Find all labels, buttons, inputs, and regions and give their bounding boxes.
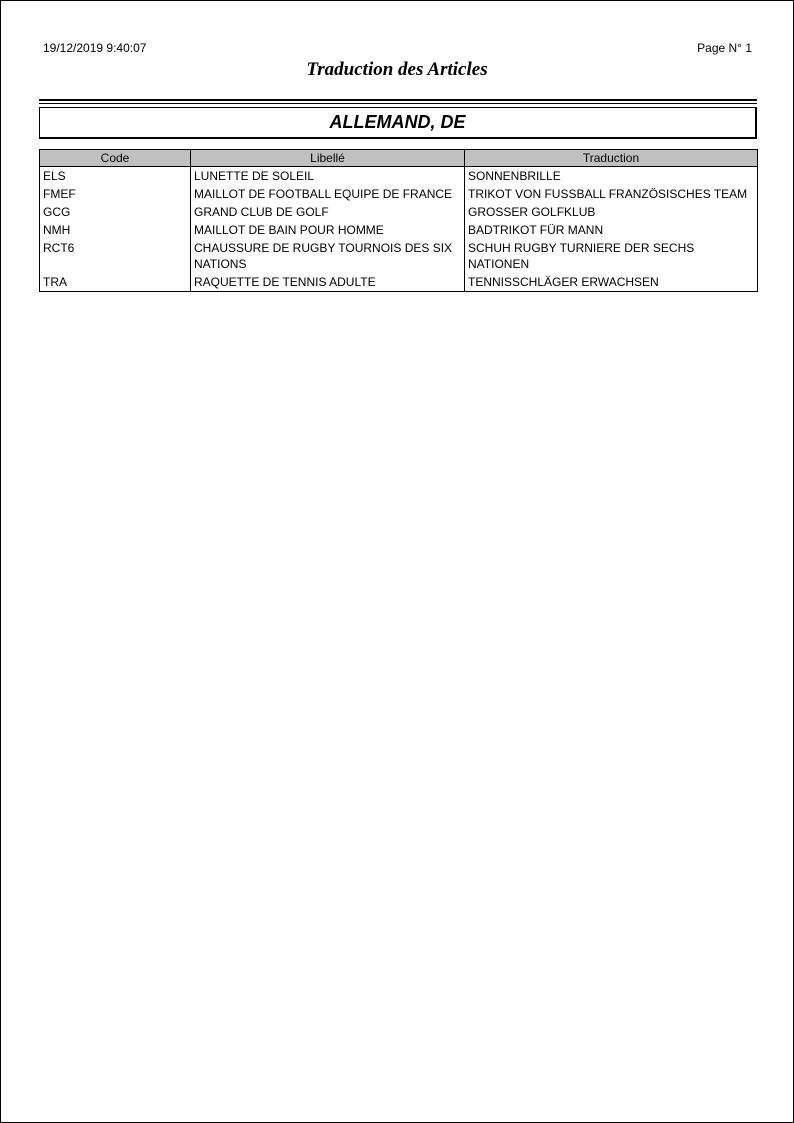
cell-traduction: TENNISSCHLÄGER ERWACHSEN [465,273,758,292]
column-header-traduction: Traduction [465,150,758,167]
cell-libelle: RAQUETTE DE TENNIS ADULTE [191,273,465,292]
report-title: Traduction des Articles [306,59,488,80]
cell-traduction: SCHUH RUGBY TURNIERE DER SECHS NATIONEN [465,239,758,273]
table-row [40,167,758,186]
page-number: Page N° 1 [697,41,752,55]
cell-libelle: GRAND CLUB DE GOLF [191,203,465,221]
table-row [40,185,758,203]
cell-code: RCT6 [40,239,191,273]
cell-libelle: MAILLOT DE FOOTBALL EQUIPE DE FRANCE [191,185,465,203]
cell-code: TRA [40,273,191,292]
header-divider-thick [39,99,757,101]
table-row [40,239,758,273]
table-header-row [40,150,758,167]
header-divider-thin [39,103,757,104]
language-label: ALLEMAND, DE [329,112,466,132]
cell-code: GCG [40,203,191,221]
cell-code: ELS [40,167,191,186]
cell-code: NMH [40,221,191,239]
articles-table [39,149,758,292]
table-row [40,221,758,239]
cell-traduction: GROSSER GOLFKLUB [465,203,758,221]
cell-traduction: TRIKOT VON FUSSBALL FRANZÖSISCHES TEAM [465,185,758,203]
column-header-code: Code [40,150,191,167]
cell-code: FMEF [40,185,191,203]
table-row [40,203,758,221]
cell-libelle: CHAUSSURE DE RUGBY TOURNOIS DES SIX NATIONS [191,239,465,273]
print-datetime: 19/12/2019 9:40:07 [43,41,147,55]
cell-traduction: BADTRIKOT FÜR MANN [465,221,758,239]
language-banner [39,107,757,139]
cell-libelle: MAILLOT DE BAIN POUR HOMME [191,221,465,239]
cell-traduction: SONNENBRILLE [465,167,758,186]
column-header-libelle: Libellé [191,150,465,167]
cell-libelle: LUNETTE DE SOLEIL [191,167,465,186]
table-row [40,273,758,292]
